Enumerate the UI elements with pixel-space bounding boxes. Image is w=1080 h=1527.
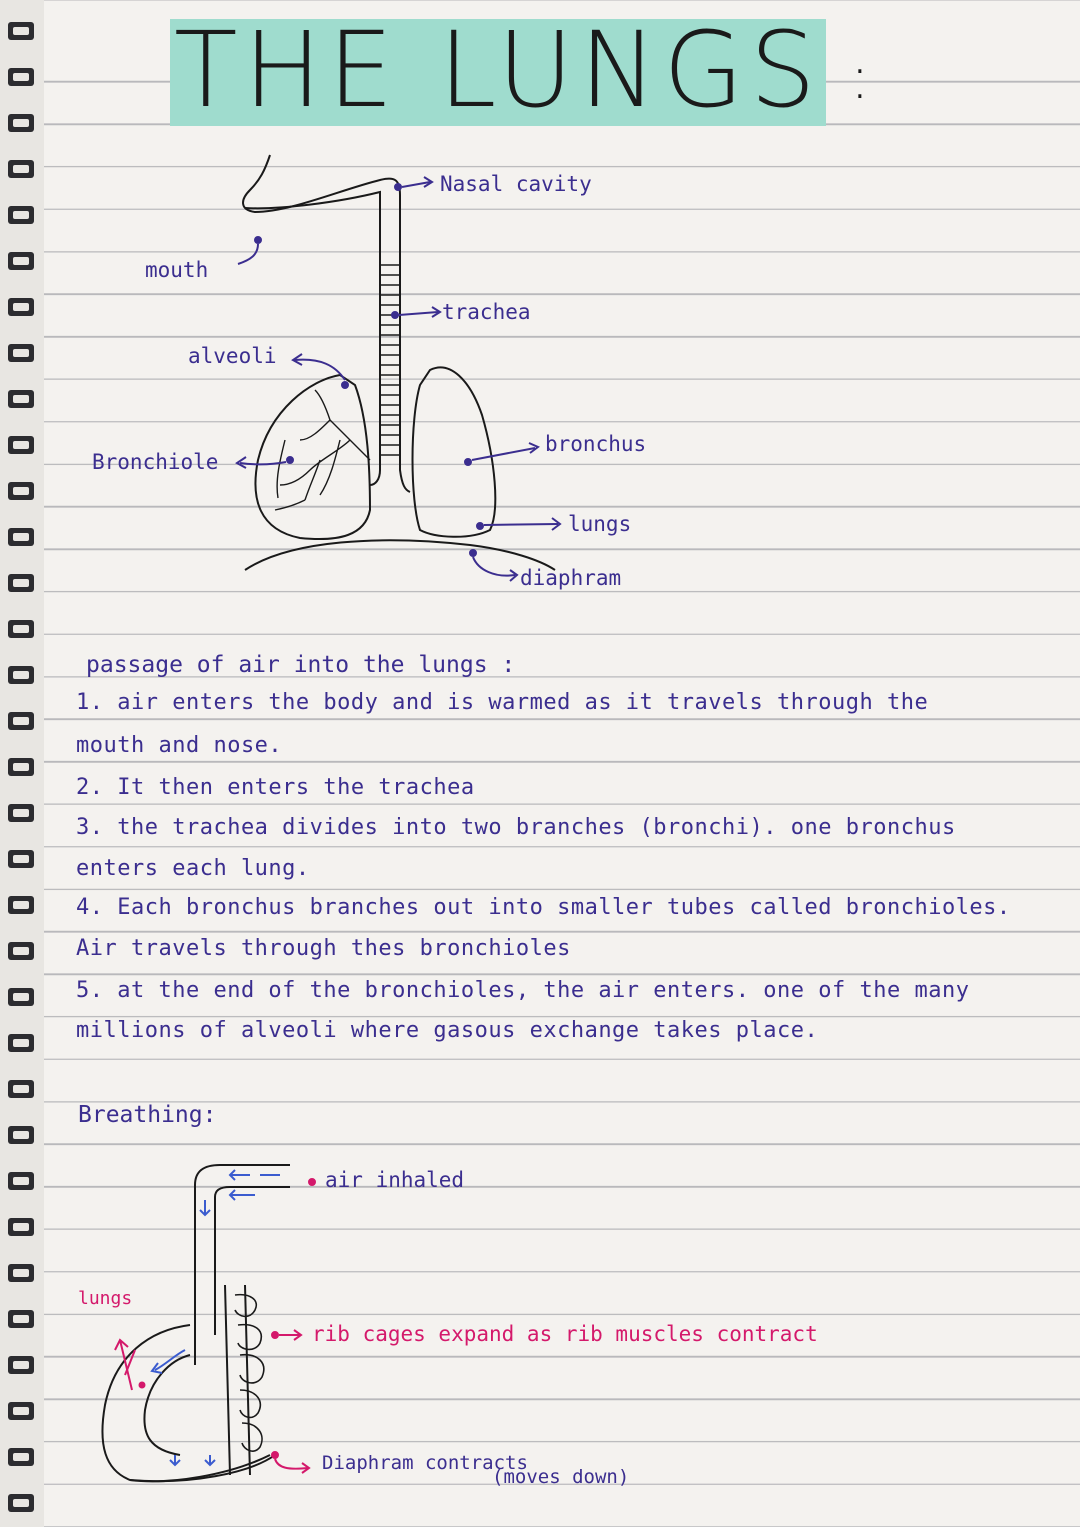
spiral-ring [8, 574, 34, 592]
page-title [170, 9, 880, 131]
label-nasal-cavity: Nasal cavity [440, 172, 592, 196]
passage-line-4: 3. the trachea divides into two branches (bronchi). one bronchus [76, 815, 956, 840]
passage-line-9: millions of alveoli where gasous exchange takes place. [76, 1018, 819, 1043]
spiral-ring [8, 68, 34, 86]
spiral-ring [8, 988, 34, 1006]
spiral-ring [8, 896, 34, 914]
spiral-ring [8, 1402, 34, 1420]
passage-line-2: mouth and nose. [76, 733, 283, 758]
spiral-ring [8, 804, 34, 822]
title-text: THE LUNGS [170, 9, 826, 131]
spiral-ring [8, 298, 34, 316]
breathing-arrows [270, 1160, 350, 1480]
spiral-ring [8, 160, 34, 178]
breathing-heading: Breathing: [78, 1102, 217, 1128]
passage-line-6: 4. Each bronchus branches out into smaller tubes called bronchioles. [76, 895, 1011, 920]
title-colon: : [849, 42, 877, 113]
diaphragm-base [130, 1455, 275, 1481]
spiral-ring [8, 1126, 34, 1144]
spiral-ring [8, 850, 34, 868]
label-diaphram: diaphram [520, 566, 622, 590]
passage-line-1: 1. air enters the body and is warmed as it travels through the [76, 690, 929, 715]
label-air-inhaled: air inhaled [325, 1168, 465, 1192]
diagram1-arrows [180, 160, 580, 590]
spiral-ring [8, 1264, 34, 1282]
spiral-ring [8, 436, 34, 454]
spiral-ring [8, 1356, 34, 1374]
spiral-ring [8, 1494, 34, 1512]
spiral-ring [8, 252, 34, 270]
spiral-ring [8, 620, 34, 638]
label-breathing-lungs: lungs [78, 1288, 133, 1309]
passage-line-8: 5. at the end of the bronchioles, the air enters. one of the many [76, 978, 970, 1003]
passage-line-7: Air travels through thes bronchioles [76, 936, 571, 961]
spiral-ring [8, 1310, 34, 1328]
spiral-ring [8, 758, 34, 776]
spiral-ring [8, 114, 34, 132]
spiral-ring [8, 528, 34, 546]
label-rib-cages: rib cages expand as rib muscles contract [312, 1322, 818, 1346]
label-moves-down: (moves down) [492, 1466, 630, 1488]
passage-line-5: enters each lung. [76, 856, 310, 881]
spiral-ring [8, 712, 34, 730]
spiral-ring [8, 1448, 34, 1466]
spiral-ring [8, 206, 34, 224]
spiral-ring [8, 1172, 34, 1190]
passage-heading: passage of air into the lungs : [86, 652, 516, 678]
label-bronchus: bronchus [545, 432, 647, 456]
spiral-ring [8, 1080, 34, 1098]
spiral-ring [8, 482, 34, 500]
spiral-ring [8, 344, 34, 362]
spiral-ring [8, 1034, 34, 1052]
inner-lung [144, 1355, 190, 1455]
spiral-binding [0, 0, 44, 1527]
spiral-ring [8, 666, 34, 684]
label-lungs: lungs [568, 512, 632, 536]
label-alveoli: alveoli [188, 344, 277, 368]
label-mouth: mouth [145, 258, 209, 282]
spiral-ring [8, 22, 34, 40]
spiral-ring [8, 390, 34, 408]
label-bronchiole: Bronchiole [92, 450, 219, 474]
spiral-ring [8, 1218, 34, 1236]
label-trachea: trachea [442, 300, 531, 324]
passage-line-3: 2. It then enters the trachea [76, 775, 475, 800]
label-diaphram-contracts: Diaphram contracts [322, 1452, 528, 1474]
spiral-ring [8, 942, 34, 960]
